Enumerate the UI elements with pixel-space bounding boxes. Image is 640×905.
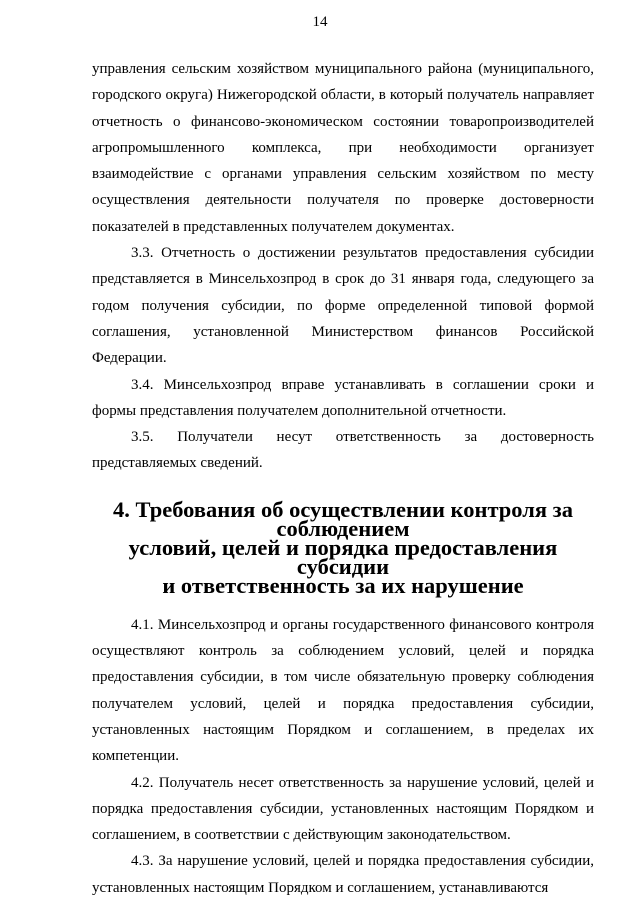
- paragraph-4-2: 4.2. Получатель несет ответственность за нарушение условий, целей и порядка предоставления субсидии, установленных настоящим Порядком и соглашением, в соответствии с действующим законодательством.: [92, 774, 594, 844]
- paragraph-3-5: 3.5. Получатели несут ответственность за достоверность представляемых сведений.: [92, 429, 594, 472]
- paragraph-3-2-continuation: управления сельским хозяйством муниципального района (муниципального, городского округа) Нижегородской области, в который получатель направляет отчетность о финансово-экономическом состоянии товаропроизводителей агропромышленного комплекса, при необходимости организует взаимодействие с органами управления сельским хозяйством по месту осуществления деятельности получателя по проверке достоверности показателей в представленных получателем документах.: [92, 61, 594, 235]
- section-4-heading: [92, 496, 594, 598]
- paragraph-4-3: 4.3. За нарушение условий, целей и порядка предоставления субсидии, установленных настоящим Порядком и соглашением, устанавливаются: [92, 853, 594, 896]
- paragraph-3-3: 3.3. Отчетность о достижении результатов предоставления субсидии представляется в Минсельхозпрод в срок до 31 января года, следующего за годом получения субсидии, по форме определенной типовой формой соглашения, установленной Министерством финансов Российской Федерации.: [92, 245, 594, 367]
- section-4-heading-line-2: условий, целей и порядка предоставления субсидии: [128, 534, 558, 579]
- section-4-heading-line-1: 4. Требования об осуществлении контроля за соблюдением: [113, 496, 573, 541]
- page-number: 14: [312, 14, 328, 30]
- document-body: [92, 56, 594, 901]
- paragraph-3-4: 3.4. Минсельхозпрод вправе устанавливать в соглашении сроки и формы представления получателем дополнительной отчетности.: [92, 376, 594, 419]
- section-4-heading-line-3: и ответственность за их нарушение: [162, 572, 524, 598]
- paragraph-4-1: 4.1. Минсельхозпрод и органы государственного финансового контроля осуществляют контроль за соблюдением условий, целей и порядка предоставления субсидии, в том числе обязательную проверку соблюдения получателем условий, целей и порядка предоставления субсидии, установленных настоящим Порядком и соглашением, в пределах их компетенции.: [92, 616, 594, 765]
